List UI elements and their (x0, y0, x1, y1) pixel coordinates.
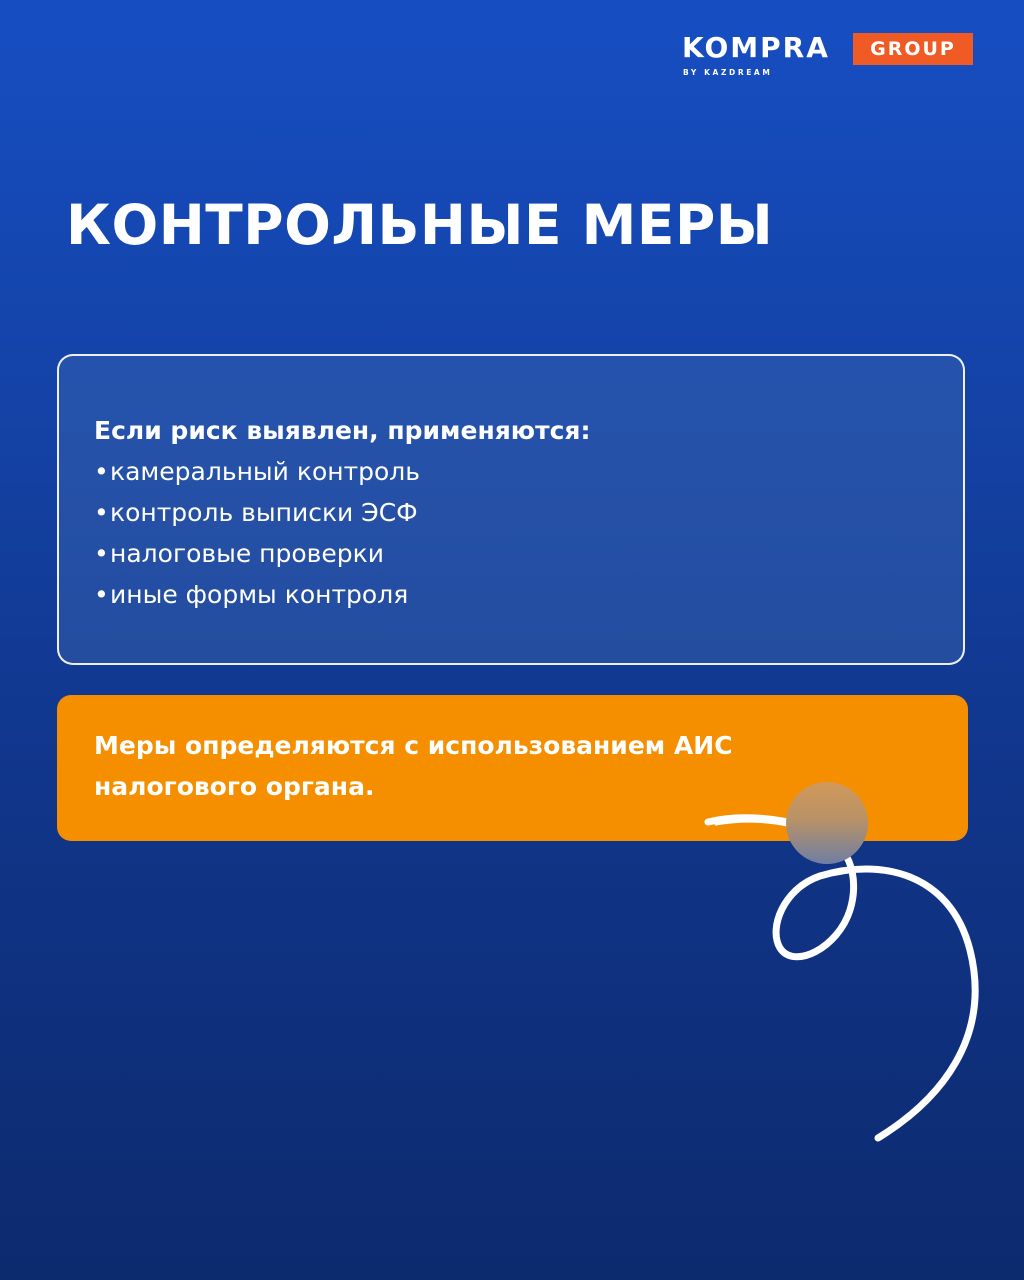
list-item (94, 492, 963, 533)
list-item-text: контроль выписки ЭСФ (110, 498, 418, 527)
info-card (57, 354, 965, 665)
list-item (94, 451, 963, 492)
list-item (94, 574, 963, 615)
logo-badge: GROUP (853, 33, 973, 65)
bullet-icon: • (94, 498, 109, 527)
list-item-text: камеральный контроль (110, 457, 421, 486)
info-card-heading: Если риск выявлен, применяются: (94, 416, 591, 445)
bullet-icon: • (94, 580, 109, 609)
logo-tagline: BY KAZDREAM (683, 68, 773, 77)
note-text: Меры определяются с использованием АИС налогового органа. (94, 731, 733, 801)
list-item-text: налоговые проверки (110, 539, 385, 568)
logo-wordmark: KOMPRA (682, 31, 830, 64)
list-item (94, 533, 963, 574)
control-measures-list (94, 451, 963, 615)
bullet-icon: • (94, 539, 109, 568)
sphere-icon (786, 782, 868, 864)
list-item-text: иные формы контроля (110, 580, 409, 609)
page-title: КОНТРОЛЬНЫЕ МЕРЫ (66, 193, 774, 257)
bullet-icon: • (94, 457, 109, 486)
brand-logo (682, 32, 974, 82)
